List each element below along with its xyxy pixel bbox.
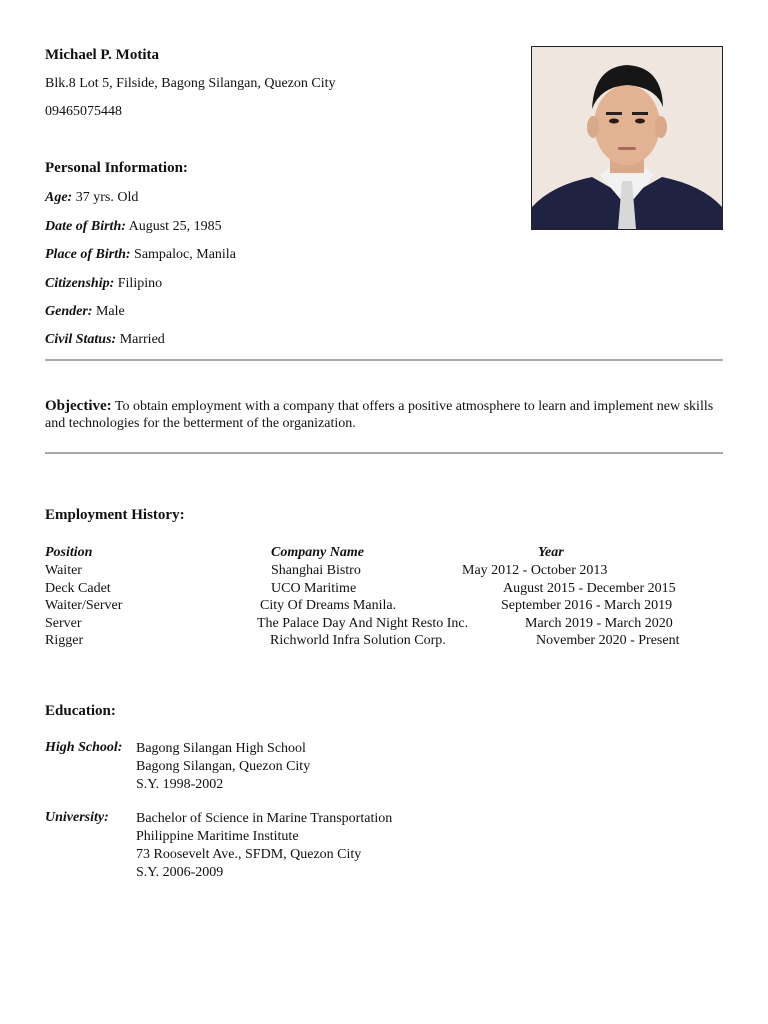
objective-paragraph [45, 398, 725, 432]
employment-position: Waiter [45, 563, 82, 578]
university-line: 73 Roosevelt Ave., SFDM, Quezon City [136, 847, 362, 862]
applicant-address: Blk.8 Lot 5, Filside, Bagong Silangan, Quezon City [45, 76, 336, 91]
field-value: Married [119, 332, 165, 347]
employment-position: Deck Cadet [45, 581, 111, 596]
university-line: Philippine Maritime Institute [136, 829, 299, 844]
applicant-phone: 09465075448 [45, 104, 122, 119]
employment-company: The Palace Day And Night Resto Inc. [257, 616, 469, 631]
field-label: Civil Status: [45, 332, 117, 347]
objective-label: Objective: [45, 398, 112, 414]
employment-header-company: Company Name [271, 545, 364, 560]
objective-text: To obtain employment with a company that offers a positive atmosphere to learn and implement new skills and technologies for the betterment of the organization. [45, 399, 714, 431]
field-value: 37 yrs. Old [75, 190, 139, 205]
field-label: Age: [45, 190, 73, 205]
divider [45, 452, 723, 454]
personal-dob [45, 219, 222, 235]
personal-gender [45, 304, 125, 320]
university-line: Bachelor of Science in Marine Transportation [136, 811, 393, 826]
university-label: University: [45, 810, 109, 825]
employment-year: March 2019 - March 2020 [525, 616, 673, 631]
employment-heading: Employment History: [45, 507, 185, 523]
employment-position: Server [45, 616, 82, 631]
field-value: August 25, 1985 [128, 219, 222, 234]
high-school-line: S.Y. 1998-2002 [136, 777, 224, 792]
high-school-label: High School: [45, 740, 123, 755]
employment-company: City Of Dreams Manila. [260, 598, 397, 613]
employment-year: September 2016 - March 2019 [501, 598, 673, 613]
field-label: Date of Birth: [45, 219, 126, 234]
personal-citizenship [45, 276, 162, 292]
employment-header-position: Position [45, 545, 93, 560]
education-heading: Education: [45, 703, 116, 719]
personal-info-heading: Personal Information: [45, 160, 188, 176]
employment-company: UCO Maritime [271, 581, 357, 596]
employment-year: May 2012 - October 2013 [462, 563, 608, 578]
university-details [136, 810, 392, 882]
field-label: Citizenship: [45, 276, 115, 291]
employment-header-year: Year [538, 545, 564, 560]
employment-company: Richworld Infra Solution Corp. [270, 633, 446, 648]
employment-year: August 2015 - December 2015 [503, 581, 676, 596]
applicant-photo [531, 46, 723, 230]
field-label: Place of Birth: [45, 247, 131, 262]
personal-civil-status [45, 332, 165, 348]
employment-position: Waiter/Server [45, 598, 123, 613]
high-school-details [136, 740, 310, 794]
personal-age [45, 190, 138, 206]
employment-company: Shanghai Bistro [271, 563, 361, 578]
employment-position: Rigger [45, 633, 84, 648]
field-label: Gender: [45, 304, 93, 319]
high-school-line: Bagong Silangan High School [136, 741, 306, 756]
field-value: Male [95, 304, 125, 319]
field-value: Sampaloc, Manila [134, 247, 236, 262]
personal-place-of-birth [45, 247, 236, 263]
field-value: Filipino [117, 276, 163, 291]
university-line: S.Y. 2006-2009 [136, 865, 224, 880]
applicant-name: Michael P. Motita [45, 47, 160, 63]
high-school-line: Bagong Silangan, Quezon City [136, 759, 311, 774]
employment-year: November 2020 - Present [536, 633, 680, 648]
divider [45, 359, 723, 361]
